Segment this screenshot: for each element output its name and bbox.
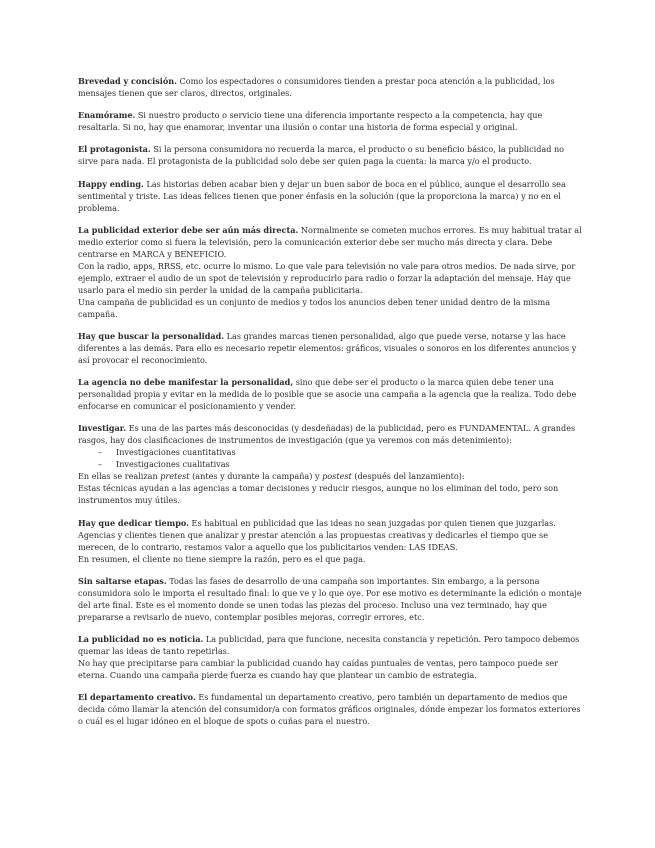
paragraph-text: La publicidad, para que funcione, necesita constancia y repetición. Pero tampoco debemos quemar las ideas de tanto repetirlas. [78,633,580,656]
paragraph-text: Es una de las partes más desconocidas (y desdeñadas) de la publicidad, pero es FUNDAMENTAL. A grandes rasgos, hay dos clasificaciones de instrumentos de investigación (que ya veremos con más detenimiento): [78,423,576,446]
paragraph-text: Si nuestro producto o servicio tiene una diferencia importante respecto a la competencia, hay que resaltarla. Si no, hay que enamorar, inventar una ilusión o contar una historia de forma especial y original. [78,110,543,133]
paragraph-heading: Hay que dedicar tiempo. [78,517,189,528]
paragraph-happy-ending [78,178,585,214]
paragraph-heading: La agencia no debe manifestar la personalidad, [78,377,294,388]
paragraph-heading: Hay que buscar la personalidad. [78,330,225,341]
paragraph-text: Las historias deben acabar bien y dejar un buen sabor de boca en el público, aunque el desarrollo sea sentimental y triste. Las ideas felices tienen que poner énfasis en la solución (que la proporciona la marca) y no en el problema. [78,178,566,213]
paragraph-tiempo [78,517,585,565]
paragraph-investigar [78,422,585,506]
paragraph-text [78,470,585,482]
paragraph-noticia [78,633,585,681]
paragraph-personalidad [78,330,585,366]
paragraph-text: Estas técnicas ayudan a las agencias a tomar decisiones y reducir riesgos, aunque no los eliminan del todo, pero son instrumentos muy útiles. [78,483,559,506]
text-run: En ellas se realizan [78,471,161,482]
text-run: (después del lanzamiento): [351,471,465,482]
paragraph-protagonista [78,143,585,167]
paragraph-heading: La publicidad no es noticia. [78,633,204,644]
paragraph-text: Las grandes marcas tienen personalidad, algo que puede verse, notarse y las hace diferentes a las demás. Para ello es necesario repetir elementos: gráficos, visuales o sonoros en los diferentes anuncios y así provocar el reconocimiento. [78,330,577,365]
paragraph-text: Todas las fases de desarrollo de una campaña son importantes. Sin embargo, a la persona consumidora solo le importa el resultado final: lo que ve y lo que oye. Por ese motivo es determinante la edición o montaje del arte final. Este es el momento donde se unen todas las piezas del proceso. Incluso una vez terminado, hay que prepararse a revisarlo de nuevo, contemplar posibles mejoras, corregir errores, etc. [78,575,582,622]
paragraph-text: En resumen, el cliente no tiene siempre la razón, pero es el que paga. [78,553,366,564]
paragraph-text: Como los espectadores o consumidores tienden a prestar poca atención a la publicidad, los mensajes tienen que ser claros, directos, originales. [78,76,555,98]
list-item: – Investigaciones cualitativas [98,458,585,470]
paragraph-text: sino que debe ser el producto o la marca quien debe tener una personalidad propia y evitar en la medida de lo posible que se asocie una campaña a la agencia que la realiza. Todo debe enfocarse en comunicar el posicionamiento y vender. [78,377,577,412]
paragraph-heading: El departamento creativo. [78,692,196,703]
paragraph-text: Normalmente se cometen muchos errores. Es muy habitual tratar al medio exterior como si fuera la televisión, pero la comunicación exterior debe ser mucho más directa y clara. Debe centrarse en MARCA y BENEFICIO. [78,224,582,259]
paragraph-heading: El protagonista. [78,144,151,155]
paragraph-heading: Enamórame. [78,110,136,121]
paragraph-agencia [78,376,585,412]
paragraph-heading: Happy ending. [78,178,144,189]
paragraph-heading: Investigar. [78,423,127,434]
paragraph-text: No hay que precipitarse para cambiar la publicidad cuando hay caídas puntuales de ventas, pero tampoco puede ser eterna. Cuando una campaña pierde fuerza es cuando hay que plantear un cambio de estrategia. [78,657,559,680]
text-run: (antes y durante la campaña) y [189,471,323,482]
list-item: – Investigaciones cuantitativas [98,446,585,458]
paragraph-heading: La publicidad exterior debe ser aún más directa. [78,224,299,235]
paragraph-heading: Brevedad y concisión. [78,76,177,86]
paragraph-text: Es habitual en publicidad que las ideas no sean juzgadas por quien tienen que juzgarlas. Agencias y clientes tienen que analizar y prestar atención a las propuestas creativas y dedicarles el tiempo que se merecen, de lo contrario, restamos valor a aquello que los publicitarios venden: LAS IDEAS. [78,517,556,552]
paragraph-exterior [78,224,585,320]
paragraph-text: Con la radio, apps, RRSS, etc. ocurre lo mismo. Lo que vale para televisión no vale para otros medios. De nada sirve, por ejemplo, extraer el audio de un spot de televisión y reproducirlo para radio o forzar la adaptación del mensaje. Hay que usarlo para el medio sin perder la unidad de la campaña publicitaria. [78,260,576,295]
paragraph-text: Es fundamental un departamento creativo, pero también un departamento de medios que decida cómo llamar la atención del consumidor/a con formatos gráficos originales, dónde empezar los formatos exteriores o cuál es el lugar idóneo en el bloque de spots o cuñas para el nuestro. [78,692,581,727]
research-list [78,446,585,470]
italic-term: pretest [160,471,190,482]
italic-term: postest [322,471,352,482]
paragraph-etapas [78,575,585,623]
paragraph-creativo [78,691,585,727]
paragraph-heading: Sin saltarse etapas. [78,575,167,586]
paragraph-enamorame [78,109,585,133]
paragraph-text: Si la persona consumidora no recuerda la marca, el producto o su beneficio básico, la publicidad no sirve para nada. El protagonista de la publicidad solo debe ser quien paga la cuenta: la marca y/o el producto. [78,144,565,167]
paragraph-text: Una campaña de publicidad es un conjunto de medios y todos los anuncios deben tener unidad dentro de la misma campaña. [78,296,551,319]
paragraph-brevedad [78,75,585,99]
